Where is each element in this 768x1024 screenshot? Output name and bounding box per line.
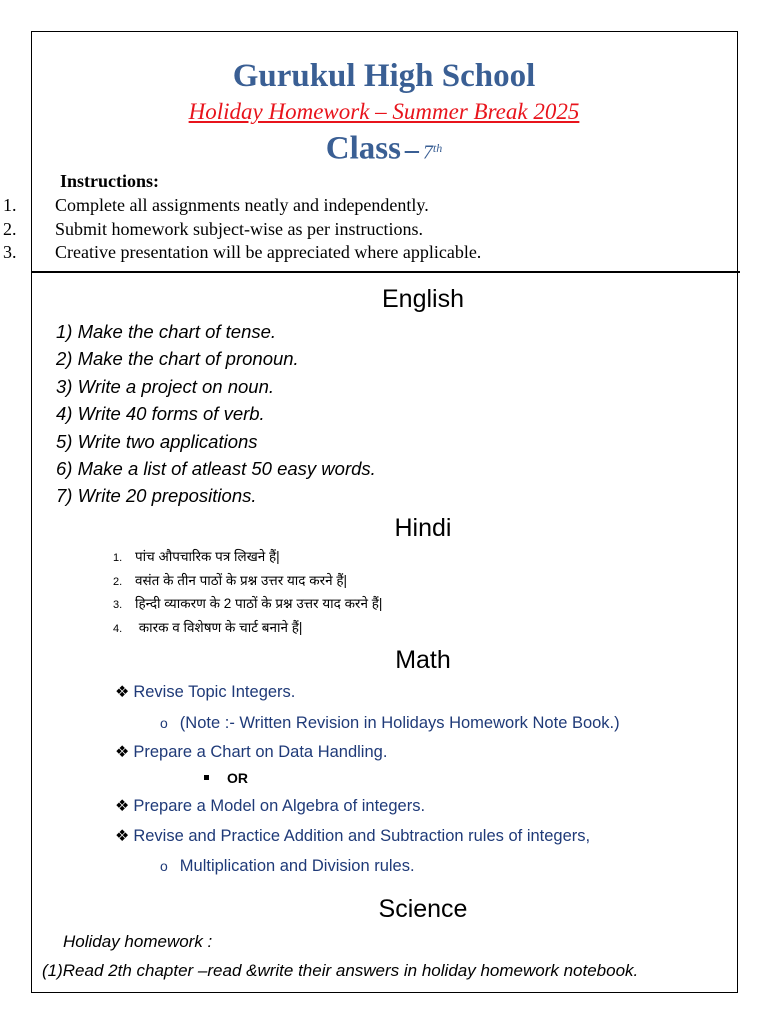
list-item: 4) Write 40 forms of verb. (56, 403, 265, 425)
english-heading: English (382, 285, 464, 313)
item-number: 4. (113, 622, 123, 635)
instruction-number: 2. (3, 218, 17, 239)
diamond-bullet-icon: ❖ (115, 828, 130, 845)
english-list (56, 318, 376, 510)
class-dash: – (404, 134, 419, 166)
math-subitem (160, 855, 415, 877)
hindi-heading: Hindi (394, 514, 452, 542)
instruction-item (0, 194, 481, 218)
item-text: हिन्दी व्याकरण के 2 पाठों के प्रश्न उत्तर याद करने हैं| (135, 596, 383, 611)
or-label: OR (227, 770, 248, 786)
math-item-text: Prepare a Model on Algebra of integers. (133, 797, 426, 815)
homework-title: Holiday Homework – Summer Break 2025 (188, 99, 580, 124)
instructions-list (0, 194, 481, 265)
instruction-item (0, 241, 481, 265)
math-item (115, 741, 387, 764)
list-item (113, 617, 382, 641)
list-item (113, 546, 382, 570)
item-text: वसंत के तीन पाठों के प्रश्न उत्तर याद करने हैं| (135, 572, 348, 588)
science-label: Holiday homework : (63, 932, 213, 951)
school-name: Gurukul High School (232, 58, 536, 94)
instruction-number: 1. (3, 195, 17, 215)
class-label: Class (325, 130, 401, 167)
instruction-item (0, 218, 481, 242)
diamond-bullet-icon: ❖ (115, 744, 130, 761)
math-subitem-text: Multiplication and Division rules. (179, 857, 415, 875)
diamond-bullet-icon: ❖ (115, 798, 130, 815)
class-suffix: th (432, 141, 443, 155)
math-heading: Math (395, 646, 451, 674)
instructions-title: Instructions: (60, 171, 160, 191)
math-item (115, 825, 590, 848)
math-item (115, 795, 425, 818)
instruction-text: Submit homework subject-wise as per instructions. (55, 218, 423, 239)
diamond-bullet-icon: ❖ (115, 684, 130, 701)
science-heading: Science (378, 895, 468, 923)
list-item (113, 570, 382, 594)
list-item: 2) Make the chart of pronoun. (56, 348, 299, 370)
instruction-number: 3. (3, 242, 17, 262)
list-item: 7) Write 20 prepositions. (56, 485, 257, 507)
math-item-text: Revise Topic Integers. (133, 683, 296, 701)
list-item: 5) Write two applications (56, 430, 258, 452)
math-subitem-text: (Note :- Written Revision in Holidays Homework Note Book.) (179, 714, 620, 732)
instruction-text: Creative presentation will be appreciated where applicable. (55, 242, 482, 262)
item-text: पांच औपचारिक पत्र लिखने हैं| (135, 549, 280, 564)
class-line (0, 127, 768, 175)
item-text: कारक व विशेषण के चार्ट बनाने हैं| (135, 619, 303, 635)
square-bullet-icon (204, 775, 209, 780)
item-number: 2. (113, 575, 123, 588)
class-number: 7 (422, 141, 433, 164)
list-item: 6) Make a list of atleast 50 easy words. (56, 458, 376, 480)
or-separator (204, 769, 248, 787)
math-item-text: Prepare a Chart on Data Handling. (133, 743, 388, 761)
instruction-text: Complete all assignments neatly and independently. (55, 195, 429, 215)
science-item: (1)Read 2th chapter –read &write their answers in holiday homework notebook. (42, 961, 639, 980)
math-item-text: Revise and Practice Addition and Subtraction rules of integers, (133, 827, 591, 845)
hindi-list (113, 546, 382, 640)
circle-bullet-icon: o (160, 715, 168, 731)
circle-bullet-icon: o (160, 858, 168, 874)
math-item (115, 681, 295, 704)
item-number: 3. (113, 599, 123, 611)
math-subitem (160, 712, 620, 734)
list-item: 3) Write a project on noun. (56, 375, 274, 397)
item-number: 1. (113, 552, 123, 564)
list-item (113, 593, 382, 617)
list-item: 1) Make the chart of tense. (56, 321, 277, 342)
section-divider (31, 271, 740, 273)
